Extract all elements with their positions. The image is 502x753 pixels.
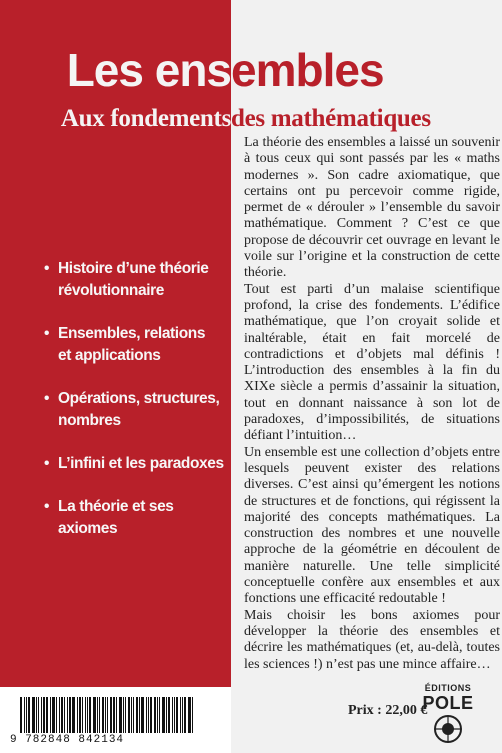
bullet-icon: • bbox=[44, 390, 50, 407]
topic-list bbox=[44, 258, 230, 561]
barcode-bar bbox=[72, 697, 75, 733]
barcode-bar bbox=[43, 697, 45, 733]
barcode-bar bbox=[93, 697, 96, 733]
barcode-bar bbox=[89, 697, 91, 733]
barcode-bar bbox=[116, 697, 117, 733]
body-paragraph: Un ensemble est une collection d’objets entre lesquels peuvent exister des relations diverses. C’est ainsi qu’émergent les notions de structures et de fonctions, qui régissent la majorité des concepts mathématiques. La construction des nombres et une nouvelle approche de la géométrie en découlent de manière naturelle. Une telle simplicité conceptuelle confère aux ensembles et aux fonctions une efficacité redoutable ! bbox=[244, 444, 500, 607]
barcode-bar bbox=[28, 697, 30, 733]
barcode-bar bbox=[139, 697, 140, 733]
body-paragraph: Tout est parti d’un malaise scientifique profond, la crise des fondements. L’édifice mathématique, que l’on croyait solide et inaltérable, était en fait morcelé de contradictions et d’objets mal définis ! L’introduction des ensembles à la fin du XIXe siècle a permis d’assainir la situation, tout en donnant naissance à son lot de paradoxes, d’impossibilités, de situations défiant l’intuition… bbox=[244, 281, 500, 444]
barcode-bar bbox=[26, 697, 27, 733]
bullet-icon: • bbox=[44, 498, 50, 515]
publisher-emblem-icon bbox=[433, 714, 463, 744]
barcode-bar bbox=[20, 697, 22, 733]
bullet-icon: • bbox=[44, 325, 50, 342]
barcode-bar bbox=[157, 697, 158, 733]
barcode-bar bbox=[123, 697, 124, 733]
title-right-part: embles bbox=[231, 44, 384, 96]
barcode-bar bbox=[64, 697, 65, 733]
barcode bbox=[0, 687, 231, 753]
title-left-part: Les ens bbox=[66, 44, 231, 96]
barcode-bar bbox=[52, 697, 55, 733]
barcode-bar bbox=[32, 697, 35, 733]
barcode-bar bbox=[148, 697, 149, 733]
publisher-logo bbox=[418, 683, 478, 747]
barcode-bar bbox=[176, 697, 178, 733]
book-title bbox=[0, 44, 502, 96]
barcode-bar bbox=[69, 697, 71, 733]
topic-item bbox=[44, 388, 230, 432]
barcode-bar bbox=[136, 697, 138, 733]
barcode-bar bbox=[77, 697, 78, 733]
barcode-bar bbox=[141, 697, 144, 733]
barcode-bar bbox=[119, 697, 122, 733]
barcode-bar bbox=[159, 697, 160, 733]
barcode-bar bbox=[41, 697, 42, 733]
barcode-bar bbox=[36, 697, 37, 733]
barcode-bars bbox=[20, 697, 220, 733]
body-paragraph: Mais choisir les bons axiomes pour développer la théorie des ensembles et décrire les mathématiques (et, au-delà, toutes les sciences !) n’est pas une mince affaire… bbox=[244, 607, 500, 672]
barcode-bar bbox=[166, 697, 167, 733]
barcode-bar bbox=[99, 697, 100, 733]
price-label: Prix : 22,00 € bbox=[348, 703, 428, 718]
barcode-bar bbox=[113, 697, 115, 733]
back-cover-text bbox=[244, 135, 500, 673]
barcode-bar bbox=[59, 697, 60, 733]
barcode-bar bbox=[172, 697, 173, 733]
barcode-bar bbox=[150, 697, 152, 733]
barcode-bar bbox=[146, 697, 147, 733]
barcode-bar bbox=[154, 697, 156, 733]
barcode-bar bbox=[180, 697, 181, 733]
publisher-name: POLE bbox=[422, 693, 474, 713]
barcode-bar bbox=[67, 697, 68, 733]
barcode-bar bbox=[192, 697, 193, 733]
barcode-bar bbox=[107, 697, 108, 733]
topic-text: Histoire d’une théorie révolutionnaire bbox=[58, 260, 209, 299]
body-paragraph: La théorie des ensembles a laissé un souvenir à tous ceux qui sont passés par les « maths modernes ». Son cadre axiomatique, que certains ont pu percevoir comme rigide, permet de « dérouler » l’ensemble du savoir mathématique. Comment ? C’est ce que propose de découvrir cet ouvrage en levant le voile sur l’origine et la construction de cette théorie. bbox=[244, 135, 500, 281]
book-subtitle bbox=[0, 104, 502, 134]
barcode-bar bbox=[46, 697, 48, 733]
barcode-bar bbox=[128, 697, 130, 733]
barcode-bar bbox=[102, 697, 104, 733]
bullet-icon: • bbox=[44, 455, 50, 472]
topic-item bbox=[44, 258, 230, 302]
topic-text: La théorie et ses axiomes bbox=[58, 498, 174, 537]
barcode-bar bbox=[87, 697, 88, 733]
barcode-bar bbox=[61, 697, 63, 733]
barcode-bar bbox=[110, 697, 112, 733]
barcode-bar bbox=[85, 697, 86, 733]
barcode-bar bbox=[56, 697, 57, 733]
topic-text: Opérations, structures, nombres bbox=[58, 390, 220, 429]
barcode-digits: 9 782848 842134 bbox=[10, 734, 125, 746]
barcode-bar bbox=[184, 697, 186, 733]
barcode-bar bbox=[38, 697, 39, 733]
barcode-bar bbox=[125, 697, 126, 733]
topic-item bbox=[44, 453, 230, 475]
barcode-bar bbox=[79, 697, 81, 733]
bullet-icon: • bbox=[44, 260, 50, 277]
topic-item bbox=[44, 323, 230, 367]
barcode-bar bbox=[24, 697, 25, 733]
barcode-bar bbox=[82, 697, 83, 733]
barcode-bar bbox=[133, 697, 134, 733]
barcode-bar bbox=[168, 697, 170, 733]
subtitle-left-part: Aux fondements bbox=[60, 105, 231, 132]
barcode-bar bbox=[188, 697, 191, 733]
topic-item bbox=[44, 496, 230, 540]
barcode-bar bbox=[174, 697, 175, 733]
topic-text: L’infini et les paradoxes bbox=[58, 455, 224, 472]
barcode-bar bbox=[162, 697, 165, 733]
barcode-bar bbox=[50, 697, 51, 733]
topic-text: Ensembles, relations et applications bbox=[58, 325, 206, 364]
barcode-bar bbox=[131, 697, 132, 733]
barcode-bar bbox=[182, 697, 183, 733]
subtitle-right-part: des mathématiques bbox=[231, 105, 431, 132]
barcode-bar bbox=[105, 697, 106, 733]
publisher-label: ÉDITIONS bbox=[424, 683, 472, 693]
barcode-bar bbox=[97, 697, 98, 733]
